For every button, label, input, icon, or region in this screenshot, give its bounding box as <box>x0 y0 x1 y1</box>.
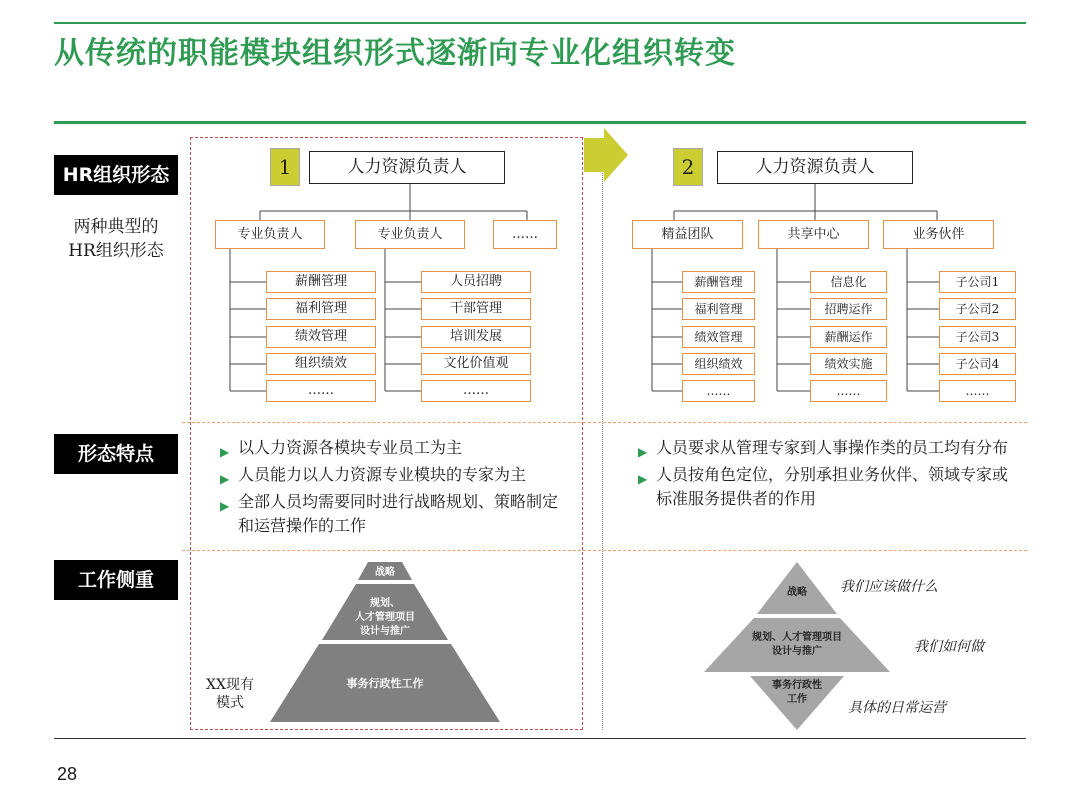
right-col3-item-2: 子公司2 <box>939 298 1016 320</box>
row-label-traits: 形态特点 <box>54 434 178 474</box>
bullet-triangle-icon: ▶ <box>220 472 230 486</box>
left-branch-2: 专业负责人 <box>355 220 465 249</box>
left-trait-3-text: 全部人员均需要同时进行战略规划、策略制定和运营操作的工作 <box>238 492 559 535</box>
bullet-triangle-icon: ▶ <box>638 445 648 459</box>
left-trait-3 <box>218 490 568 538</box>
pyramid-middle-text-3: 设计与推广 <box>360 626 410 637</box>
right-col1-item-3: 绩效管理 <box>682 326 755 348</box>
separator-1 <box>182 422 1027 423</box>
right-col1-item-2: 福利管理 <box>682 298 755 320</box>
left-pyramid <box>260 560 510 725</box>
right-head-box: 人力资源负责人 <box>717 151 913 184</box>
right-trait-1-text: 人员要求从管理专家到人事操作类的员工均有分布 <box>656 438 1009 457</box>
right-col2-item-2: 招聘运作 <box>810 298 887 320</box>
right-branch-2: 共享中心 <box>758 220 869 249</box>
row-label-hr-form: HR组织形态 <box>54 155 178 195</box>
diamond-middle <box>704 618 890 672</box>
left-col1-item-2: 福利管理 <box>266 298 376 320</box>
side-note <box>54 215 178 263</box>
left-col1-item-1: 薪酬管理 <box>266 271 376 293</box>
footer-rule <box>54 738 1026 739</box>
right-branch-3: 业务伙伴 <box>883 220 994 249</box>
right-traits-list <box>636 436 1021 514</box>
left-number-badge: 1 <box>270 148 300 186</box>
right-col2-item-1: 信息化 <box>810 271 887 293</box>
diamond-note-2: 我们如何做 <box>914 639 984 655</box>
diamond-middle-text-2: 设计与推广 <box>772 646 822 657</box>
bullet-triangle-icon: ▶ <box>220 445 230 459</box>
pyramid-middle-text-2: 人才管理项目 <box>355 612 415 623</box>
diamond-note-3: 具体的日常运营 <box>848 700 946 716</box>
left-trait-2-text: 人员能力以人力资源专业模块的专家为主 <box>238 465 527 484</box>
diamond-middle-text-1: 规划、人才管理项目 <box>752 632 842 643</box>
right-number-badge: 2 <box>673 148 703 186</box>
right-col2-item-4: 绩效实施 <box>810 353 887 375</box>
pyramid-bottom-text: 事务行政性工作 <box>346 677 424 690</box>
current-mode-label <box>200 676 260 712</box>
right-trait-1 <box>636 436 1021 460</box>
pyramid-middle-text-1: 规划、 <box>370 598 400 609</box>
side-note-line1: 两种典型的 <box>73 217 159 237</box>
diamond-bottom-text-2: 工作 <box>787 694 807 705</box>
separator-2 <box>182 550 1027 551</box>
side-note-line2: HR组织形态 <box>68 241 164 261</box>
left-trait-2 <box>218 463 568 487</box>
diamond-note-1: 我们应该做什么 <box>840 579 938 595</box>
diamond-bottom-text-1: 事务行政性 <box>772 680 822 691</box>
pyramid-top-text: 战略 <box>375 567 395 578</box>
left-col1-item-4: 组织绩效 <box>266 353 376 375</box>
bullet-triangle-icon: ▶ <box>638 472 648 486</box>
right-col3-item-1: 子公司1 <box>939 271 1016 293</box>
right-trait-2 <box>636 463 1021 511</box>
current-mode-line2: 模式 <box>216 695 244 711</box>
right-col1-item-4: 组织绩效 <box>682 353 755 375</box>
left-traits-list <box>218 436 568 541</box>
right-col3-item-3: 子公司3 <box>939 326 1016 348</box>
left-col1-item-5: …… <box>266 380 376 402</box>
title-top-rule <box>54 22 1026 24</box>
right-col2-item-3: 薪酬运作 <box>810 326 887 348</box>
right-col1-item-5: …… <box>682 380 755 402</box>
left-branch-3: …… <box>493 220 557 249</box>
row-label-focus: 工作侧重 <box>54 560 178 600</box>
left-col2-item-5: …… <box>421 380 531 402</box>
right-col3-item-4: 子公司4 <box>939 353 1016 375</box>
diamond-top-text: 战略 <box>787 587 807 598</box>
left-col2-item-2: 干部管理 <box>421 298 531 320</box>
left-trait-1 <box>218 436 568 460</box>
right-col3-item-5: …… <box>939 380 1016 402</box>
left-trait-1-text: 以人力资源各模块专业员工为主 <box>238 438 463 457</box>
page-title: 从传统的职能模块组织形式逐渐向专业化组织转变 <box>54 36 736 71</box>
left-col1-item-3: 绩效管理 <box>266 326 376 348</box>
center-divider <box>602 150 603 730</box>
title-bottom-rule <box>54 121 1026 124</box>
right-col1-item-1: 薪酬管理 <box>682 271 755 293</box>
left-branch-1: 专业负责人 <box>215 220 325 249</box>
bullet-triangle-icon: ▶ <box>220 499 230 513</box>
left-col2-item-3: 培训发展 <box>421 326 531 348</box>
right-col2-item-5: …… <box>810 380 887 402</box>
current-mode-line1: XX现有 <box>206 677 254 693</box>
left-col2-item-1: 人员招聘 <box>421 271 531 293</box>
right-branch-1: 精益团队 <box>632 220 743 249</box>
page-number: 28 <box>57 764 78 784</box>
right-trait-2-text: 人员按角色定位，分别承担业务伙伴、领域专家或标准服务提供者的作用 <box>656 465 1009 508</box>
left-head-box: 人力资源负责人 <box>309 151 505 184</box>
left-col2-item-4: 文化价值观 <box>421 353 531 375</box>
